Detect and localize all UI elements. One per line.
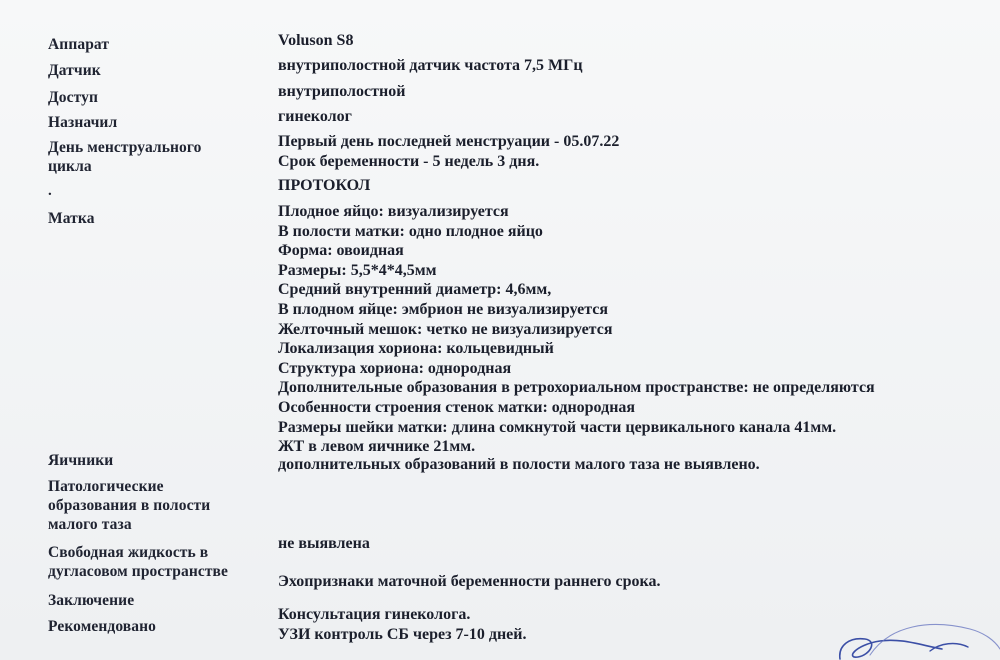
label-cycle-day: День менструального цикла xyxy=(48,139,202,175)
value-free-fluid: не выявлена xyxy=(278,535,370,552)
value-apparatus: Voluson S8 xyxy=(278,32,354,49)
cycle-day-line: Срок беременности - 5 недель 3 дня. xyxy=(278,152,540,170)
uterus-line: Форма: овоидная xyxy=(278,242,404,260)
label-free-fluid: Свободная жидкость в дугласовом пространстве xyxy=(48,544,229,580)
value-conclusion: Эхопризнаки маточной беременности раннего срока. xyxy=(278,573,661,590)
label-ovaries: Яичники xyxy=(48,452,114,469)
value-cycle-day xyxy=(278,132,978,171)
value-referred: гинеколог xyxy=(278,108,352,125)
uterus-line: Средний внутренний диаметр: 4,6мм, xyxy=(278,281,552,299)
uterus-line: Структура хориона: однородная xyxy=(278,359,512,377)
label-referred: Назначил xyxy=(48,114,118,131)
cycle-day-line: Первый день последней менструации - 05.07.22 xyxy=(278,133,620,150)
uterus-line: Желточный мешок: четко не визуализируется xyxy=(278,320,613,338)
uterus-line: Плодное яйцо: визуализируется xyxy=(278,203,509,220)
label-conclusion: Заключение xyxy=(48,592,135,609)
protocol-title: ПРОТОКОЛ xyxy=(278,177,371,194)
label-access: Доступ xyxy=(48,89,98,106)
signature-stamp-icon xyxy=(810,615,1000,660)
uterus-line: В полости матки: одно плодное яйцо xyxy=(278,222,543,240)
value-uterus xyxy=(278,202,978,437)
protocol-marker: . xyxy=(48,183,52,199)
uterus-line: Дополнительные образования в ретрохориальном пространстве: не определяются xyxy=(278,379,875,397)
label-uterus: Матка xyxy=(48,210,95,227)
uterus-line: Размеры: 5,5*4*4,5мм xyxy=(278,261,437,279)
value-ovaries: ЖТ в левом яичнике 21мм. xyxy=(278,438,476,455)
label-recommended: Рекомендовано xyxy=(48,618,156,635)
label-sensor: Датчик xyxy=(48,62,101,79)
label-apparatus: Аппарат xyxy=(48,36,110,53)
value-pathology: дополнительных образований в полости малого таза не выявлено. xyxy=(278,456,760,473)
value-sensor: внутриполостной датчик частота 7,5 МГц xyxy=(278,57,583,74)
uterus-line: Локализация хориона: кольцевидный xyxy=(278,340,554,358)
recommended-line: Консультация гинеколога. xyxy=(278,606,471,623)
label-pathology: Патологические образования в полости малого таза xyxy=(48,478,211,533)
uterus-line: Особенности строения стенок матки: однородная xyxy=(278,398,636,416)
uterus-line: Размеры шейки матки: длина сомкнутой части цервикального канала 41мм. xyxy=(278,418,837,436)
value-access: внутриполостной xyxy=(278,83,406,100)
recommended-line: УЗИ контроль СБ через 7-10 дней. xyxy=(278,625,527,643)
uterus-line: В плодном яйце: эмбрион не визуализируется xyxy=(278,300,608,318)
